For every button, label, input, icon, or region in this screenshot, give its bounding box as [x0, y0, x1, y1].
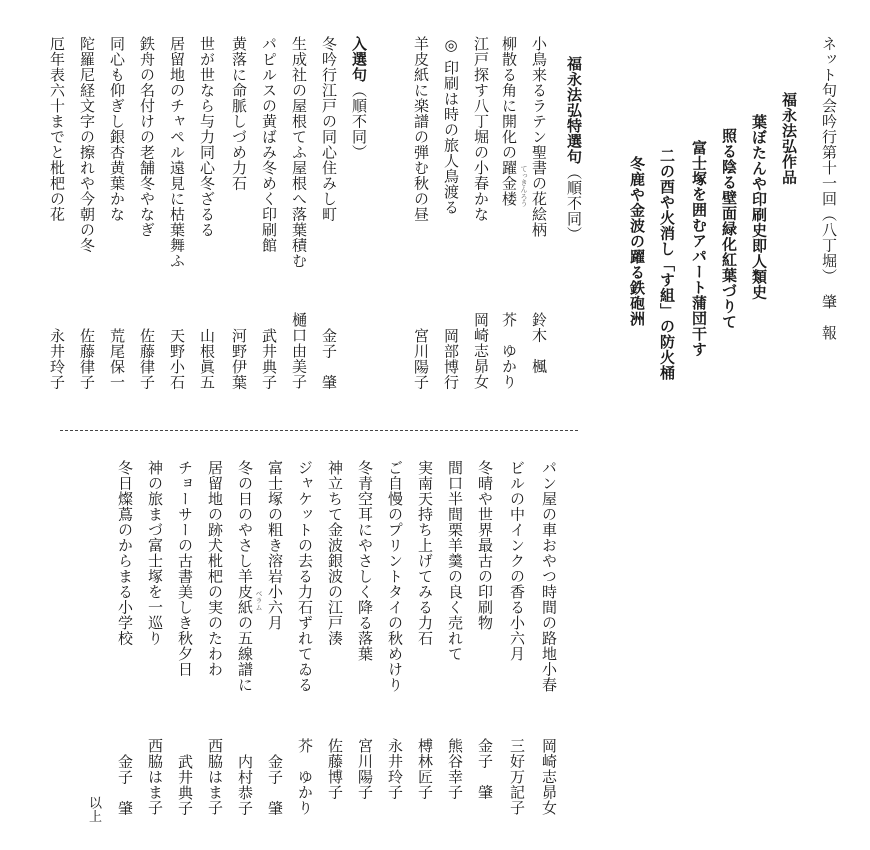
special-selection-title	[563, 56, 585, 242]
fukunaga-haiku-5: 冬鹿や金波の躍る鉄砲洲	[628, 156, 646, 327]
lower-haiku-12: 居留地の跡犬枇杷の実のたわわ	[206, 460, 224, 677]
lower-haiku-3: 冬晴や世界最古の印刷物	[476, 460, 494, 631]
general-author-5: 山根眞五	[198, 328, 216, 390]
general-author-9: 佐藤律子	[78, 328, 96, 390]
lower-author-8: 佐藤博子	[326, 738, 344, 800]
lower-haiku-7: 冬青空耳にやさしく降る落葉	[356, 460, 374, 662]
lower-author-2: 三好万記子	[508, 738, 526, 816]
lower-author-9: 芥 ゆかり	[296, 738, 314, 816]
lower-author-1: 岡崎志昴女	[540, 738, 558, 816]
general-haiku-2: 生成社の屋根てふ屋根へ落葉積む	[290, 36, 308, 269]
general-haiku-6: 居留地のチャペル遠見に枯葉舞ふ	[168, 36, 186, 269]
section-divider	[60, 430, 578, 431]
special-author-2: 芥 ゆかり	[500, 312, 518, 390]
special-author-5: 宮川陽子	[412, 328, 430, 390]
lower-haiku-15: 冬日燦蔦のからまる小学校	[116, 460, 134, 646]
general-author-7: 佐藤律子	[138, 328, 156, 390]
lower-haiku-8: 神立ちて金波銀波の江戸湊	[326, 460, 344, 646]
general-haiku-1: 冬吟行江戸の同心住みし町	[320, 36, 338, 222]
lower-author-4: 熊谷幸子	[446, 738, 464, 800]
general-author-8: 荒尾保一	[108, 328, 126, 390]
fukunaga-haiku-1: 葉ぼたんや印刷史即人類史	[750, 114, 768, 300]
lower-author-3: 金子 肇	[476, 738, 494, 800]
lower-author-14: 西脇はま子	[146, 738, 164, 816]
general-author-10: 永井玲子	[48, 328, 66, 390]
fukunaga-works-heading: 福永法弘作品	[780, 92, 798, 185]
general-author-4: 河野伊葉	[230, 328, 248, 390]
general-author-1: 金子 肇	[320, 328, 338, 390]
general-author-2: 樋口由美子	[290, 312, 308, 390]
ruby-annotation: べラム	[255, 590, 263, 611]
special-haiku-1: 小鳥来るラテン聖書の花絵柄	[530, 36, 548, 238]
lower-haiku-9: ジャケットの去る力石ずれてゐる	[296, 460, 314, 693]
lower-haiku-11: 冬の日のやさし羊皮紙の五線譜に	[236, 460, 254, 693]
report-title: ネット句会吟行第十一回（八丁堀）	[820, 36, 838, 284]
lower-haiku-14: 神の旅まづ富士塚を一巡り	[146, 460, 164, 646]
lower-haiku-5: 実南天持ち上げてみる力石	[416, 460, 434, 646]
lower-author-6: 永井玲子	[386, 738, 404, 800]
lower-haiku-4: 間口半間栗羊羹の良く売れて	[446, 460, 464, 662]
lower-haiku-13: チョーサーの古書美しき秋夕日	[176, 460, 194, 677]
closing-mark: 以上	[86, 796, 101, 823]
general-selection-note: （順不同）	[350, 82, 368, 160]
general-selection-title	[348, 36, 370, 160]
general-author-6: 天野小石	[168, 328, 186, 390]
general-author-3: 武井典子	[260, 328, 278, 390]
general-haiku-10: 厄年表六十までと枇杷の花	[48, 36, 66, 222]
lower-author-5: 榑林匠子	[416, 738, 434, 800]
general-haiku-3: パピルスの黄ばみ冬めく印刷館	[260, 36, 278, 253]
lower-author-12: 西脇はま子	[206, 738, 224, 816]
lower-author-10: 金子 肇	[266, 754, 284, 816]
special-author-4: 岡部博行	[442, 328, 460, 390]
special-haiku-5: 羊皮紙に楽譜の弾む秋の昼	[412, 36, 430, 222]
lower-author-13: 武井典子	[176, 754, 194, 816]
lower-haiku-10: 富士塚の粗き溶岩小六月	[266, 460, 284, 631]
general-haiku-9: 陀羅尼経文字の擦れや今朝の冬	[78, 36, 96, 253]
fukunaga-haiku-2: 照る陰る壁面緑化紅葉づりて	[720, 128, 738, 330]
general-haiku-4: 黄落に命脈しづめ力石	[230, 36, 248, 191]
lower-author-15: 金子 肇	[116, 754, 134, 816]
special-haiku-2: 柳散る角に開化の躍金楼	[500, 36, 518, 207]
ruby-annotation: てっきんろう	[520, 165, 528, 207]
special-selection-heading: 福永法弘特選句	[565, 56, 583, 165]
general-haiku-8: 同心も仰ぎし銀杏黄葉かな	[108, 36, 126, 222]
general-haiku-7: 鉄舟の名付けの老舗冬やなぎ	[138, 36, 156, 238]
general-haiku-5: 世が世なら与力同心冬ざるる	[198, 36, 216, 238]
lower-haiku-2: ビルの中インクの香る小六月	[508, 460, 526, 662]
fukunaga-haiku-4: 二の酉や火消し「す組」の防火桶	[658, 148, 676, 381]
special-haiku-3: 江戸探す八丁堀の小春かな	[472, 36, 490, 222]
lower-haiku-1: パン屋の車おやつ時間の路地小春	[540, 460, 558, 693]
special-author-1: 鈴木 楓	[530, 312, 548, 374]
fukunaga-haiku-3: 富士塚を囲むアパート蒲団干す	[690, 140, 708, 357]
report-author: 肇 報	[820, 294, 838, 341]
special-selection-note: （順不同）	[565, 164, 583, 242]
lower-author-7: 宮川陽子	[356, 738, 374, 800]
special-author-3: 岡崎志昴女	[472, 312, 490, 390]
lower-author-11: 内村恭子	[236, 754, 254, 816]
special-haiku-4: ◎ 印刷は時の旅人鳥渡る	[442, 36, 460, 215]
lower-haiku-6: ご自慢のプリントタイの秋めけり	[386, 460, 404, 693]
general-selection-heading: 入選句	[350, 36, 368, 83]
